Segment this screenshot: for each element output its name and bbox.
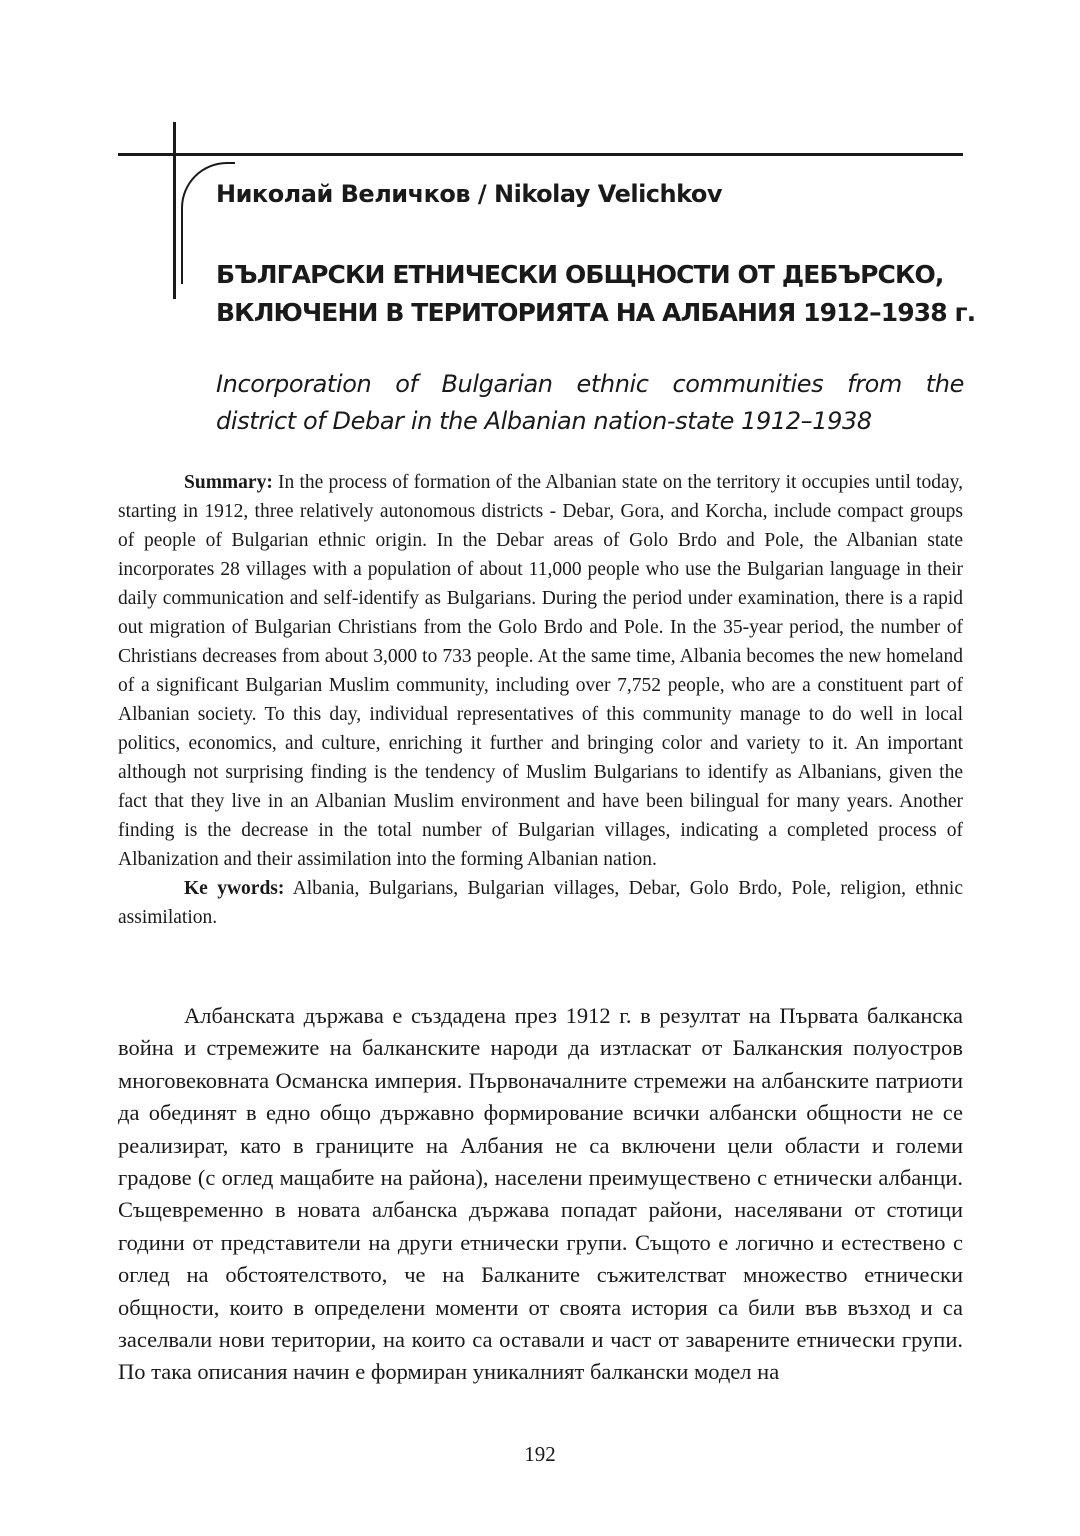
article-title-english [216,366,964,440]
body-paragraph: Албанската държава е създадена през 1912 г. в резултат на Първата балканска война и стремежите на балканските народи да изтласкат от Балканския полуостров многовековната Османска империя. Първоначалните стремежи на албанските патриоти да обединят в едно общо държавно формирование всички албански общности не се реализират, като в границите на Албания не са включени цели области и големи градове (с оглед мащабите на района), населени преимуществено с етнически албанци. Същевременно в новата албанска държава попадат райони, населявани от стотици години от представители на други етнически групи. Същото е логично и естествено с оглед на обстоятелството, че на Балканите съжителстват множество етнически общности, които в определени моменти от своята история са били във възход и са заселвали нови територии, на които са оставали и част от заварените етнически групи. По така описания начин е формиран уникалният балкански модел на [118,1003,963,1385]
page-number: 192 [524,1442,556,1466]
title-bg-line-2: ВКЛЮЧЕНИ В ТЕРИТОРИЯТА НА АЛБАНИЯ 1912–1938 г. [216,298,976,327]
summary-label: Summary: [184,472,273,493]
body-text [118,1000,963,1389]
article-title-bulgarian [216,256,976,332]
keywords-text: Albania, Bulgarians, Bulgarian villages, Debar, Golo Brdo, Pole, religion, ethnic assimilation. [118,878,963,928]
keywords-label: Ke ywords: [184,878,285,899]
header-vertical-rule [173,122,176,299]
title-en-line-1: Incorporation of Bulgarian ethnic communities from the [216,370,964,398]
summary-text: In the process of formation of the Albanian state on the territory it occupies until today, starting in 1912, three relatively autonomous districts - Debar, Gora, and Korcha, include compact groups of people of Bulgarian ethnic origin. In the Debar areas of Golo Brdo and Pole, the Albanian state incorporates 28 villages with a population of about 11,000 people who use the Bulgarian language in their daily communication and self-identify as Bulgarians. During the period under examination, there is a rapid out migration of Bulgarian Christians from the Golo Brdo and Pole. In the 35-year period, the number of Christians decreases from about 3,000 to 733 people. At the same time, Albania becomes the new homeland of a significant Bulgarian Muslim community, including over 7,752 people, who are a constituent part of Albanian society. To this day, individual representatives of this community manage to do well in local politics, economics, and culture, enriching it further and bringing color and variety to it. An important although not surprising finding is the tendency of Muslim Bulgarians to identify as Albanians, given the fact that they live in an Albanian Muslim environment and have been bilingual for many years. Another finding is the decrease in the total number of Bulgarian villages, indicating a completed process of Albanization and their assimilation into the forming Albanian nation. [118,472,963,870]
author-name: Николай Величков / Nikolay Velichkov [216,180,723,208]
abstract-block [118,468,963,932]
header-horizontal-rule [118,153,963,156]
title-en-line-2: district of Debar in the Albanian nation-state 1912–1938 [216,407,872,435]
keywords-paragraph [118,874,963,932]
summary-paragraph [118,468,963,874]
title-bg-line-1: БЪЛГАРСКИ ЕТНИЧЕСКИ ОБЩНОСТИ ОТ ДЕБЪРСКО, [216,260,944,289]
